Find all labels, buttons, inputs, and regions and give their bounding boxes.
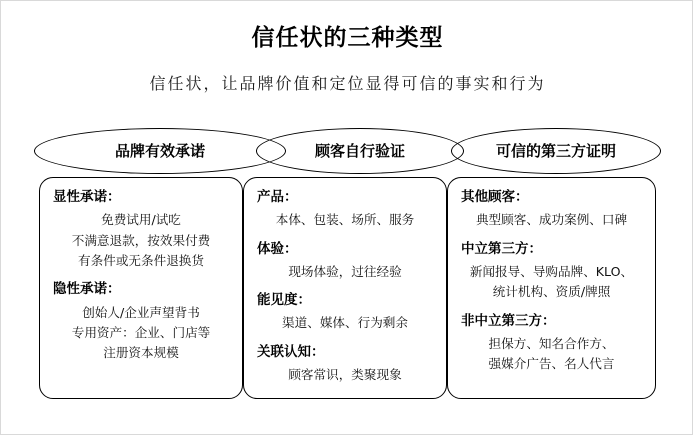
group-3-2-line-1: 新闻报导、导购品牌、KLO、: [469, 263, 634, 279]
group-2-1-line-1: 本体、包装、场所、服务: [275, 212, 415, 228]
group-3-1-head: 其他顾客：: [461, 189, 529, 205]
category-panels: [39, 177, 656, 399]
category-header-2-label: 顾客自行验证: [314, 142, 405, 160]
category-headers: [34, 128, 661, 174]
group-2-1-head: 产品：: [257, 189, 298, 205]
group-2-2-line-1: 现场体验，过往经验: [288, 263, 402, 279]
group-3-2-head: 中立第三方：: [461, 240, 542, 257]
group-2-4-line-1: 顾客常识，类聚现象: [288, 367, 402, 383]
group-3-3-line-2: 强媒介广告、名人代言: [488, 356, 615, 372]
group-3-2-line-2: 统计机构、资质/牌照: [492, 284, 611, 300]
page-title: 信任状的三种类型: [251, 25, 444, 51]
group-1-1-line-1: 免费试用/试吃: [101, 212, 181, 228]
group-1-2-line-2: 专用资产：企业、门店等: [71, 325, 211, 340]
category-panel-1: [39, 177, 243, 399]
group-2-3-line-1: 渠道、媒体、行为剩余: [282, 315, 408, 331]
category-panel-2: [243, 177, 447, 399]
page-subtitle: 信任状，让品牌价值和定位显得可信的事实和行为: [149, 74, 546, 93]
category-panel-3: [447, 177, 656, 399]
group-3-3-head: 非中立第三方：: [461, 312, 556, 329]
category-header-1-label: 品牌有效承诺: [114, 142, 205, 160]
group-2-2-head: 体验：: [257, 240, 298, 257]
group-1-2-line-3: 注册资本规模: [103, 345, 179, 361]
group-1-1-line-2: 不满意退款，按效果付费: [71, 232, 211, 248]
group-1-2-line-1: 创始人/企业声望背书: [82, 304, 200, 320]
group-1-2-head: 隐性承诺：: [53, 281, 121, 298]
group-1-1-head: 显性承诺：: [53, 189, 121, 205]
group-1-1-line-3: 有条件或无条件退换货: [78, 253, 204, 268]
group-2-4-head: 关联认知：: [257, 343, 325, 360]
group-3-1-line-1: 典型顾客、成功案例、口碑: [475, 212, 628, 228]
group-3-3-line-1: 担保方、知名合作方、: [488, 335, 615, 351]
group-2-3-head: 能见度：: [257, 292, 311, 309]
category-header-3-label: 可信的第三方证明: [495, 142, 616, 160]
